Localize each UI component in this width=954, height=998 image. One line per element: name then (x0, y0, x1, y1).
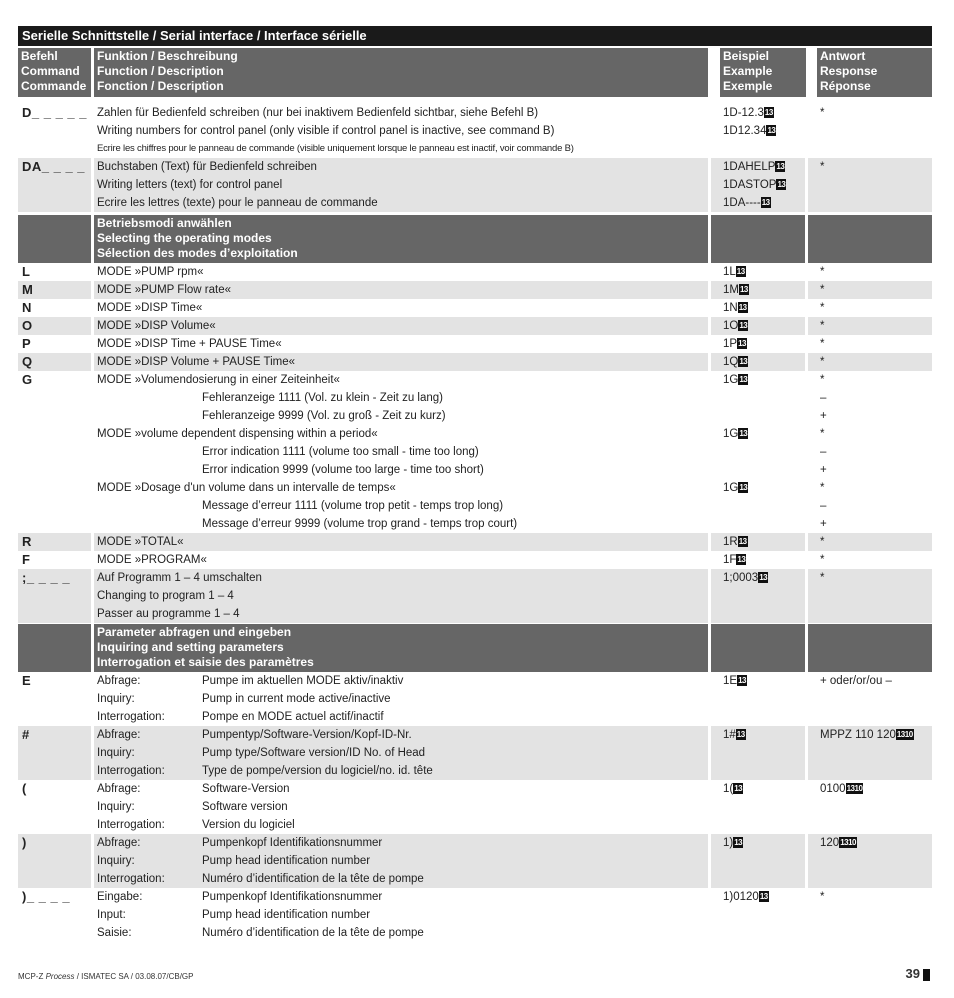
table-row-P (18, 335, 932, 353)
response-minus: – (820, 392, 827, 404)
example (723, 834, 743, 852)
cr-icon: 13 (739, 429, 748, 438)
desc-value: Software-Version (202, 783, 290, 795)
divider (91, 215, 94, 263)
command: M (22, 282, 34, 297)
command: Q (22, 354, 33, 369)
divider (708, 215, 711, 263)
description (97, 569, 707, 623)
desc-key: Interrogation: (97, 711, 165, 723)
response: * (820, 338, 825, 350)
cr-icon: 13 (776, 162, 785, 171)
desc-de: Auf Programm 1 – 4 umschalten (97, 572, 262, 584)
example-3 (723, 194, 786, 212)
cr-icon: 13 (759, 573, 768, 582)
example (723, 888, 769, 906)
table-row-M (18, 281, 932, 299)
example (723, 263, 746, 281)
cr-icon: 13 (739, 285, 748, 294)
desc-de-error-9999: Fehleranzeige 9999 (Vol. zu groß - Zeit zu kurz) (202, 410, 446, 422)
divider (91, 158, 94, 212)
cr-icon: 13 (777, 180, 786, 189)
example (723, 533, 748, 551)
example (723, 299, 748, 317)
table-row-N (18, 299, 932, 317)
desc-en (97, 744, 707, 762)
response-plus: + (820, 518, 827, 530)
desc-de: MODE »Volumendosierung in einer Zeiteinheit« (97, 374, 340, 386)
footer-doc: MCP-Z (18, 972, 44, 981)
table-row-D (18, 104, 932, 158)
desc-value: Pompe en MODE actuel actif/inactif (202, 711, 384, 723)
desc-fr-error-9999: Message d’erreur 9999 (volume trop grand - temps trop court) (202, 518, 518, 530)
divider (91, 353, 94, 371)
table-row-close-paren (18, 834, 932, 888)
example-text: 1P (723, 338, 738, 350)
desc-fr (97, 708, 707, 726)
example (723, 353, 748, 371)
response-plus: + (820, 410, 827, 422)
response: * (820, 107, 825, 119)
desc-en-error-9999: Error indication 9999 (volume too large - time too short) (202, 464, 484, 476)
header-command (18, 48, 91, 97)
response: * (820, 284, 825, 296)
divider (91, 317, 94, 335)
example-text: 1M (723, 284, 739, 296)
desc-fr (97, 870, 707, 888)
header-example (720, 48, 806, 97)
example-text: 1G (723, 374, 739, 386)
description (97, 158, 707, 212)
divider (708, 569, 711, 623)
cr-icon: 13 (739, 321, 748, 330)
desc-value: Pumpe im aktuellen MODE aktiv/inaktiv (202, 675, 404, 687)
example (723, 335, 747, 353)
desc-fr: MODE »Dosage d'un volume dans un intervalle de temps« (97, 482, 396, 494)
section-title-en: Selecting the operating modes (97, 231, 272, 245)
command: L (22, 264, 31, 279)
table-row-program (18, 569, 932, 623)
command: ( (22, 781, 27, 796)
divider (91, 281, 94, 299)
desc-value: Software version (202, 801, 288, 813)
cr-icon: 13 (738, 537, 747, 546)
section-title-de: Parameter abfragen und eingeben (97, 625, 292, 639)
desc-key: Saisie: (97, 927, 132, 939)
example-text: 1( (723, 783, 734, 795)
divider (805, 215, 808, 263)
desc-key: Interrogation: (97, 819, 165, 831)
command: O (22, 318, 33, 333)
cr-icon: 13 (738, 339, 746, 348)
response: * (820, 536, 825, 548)
footer-italic: Process (45, 972, 75, 981)
desc-en: MODE »volume dependent dispensing within a period« (97, 428, 378, 440)
example-text: 1R (723, 536, 738, 548)
command: P (22, 336, 32, 351)
divider (805, 533, 808, 551)
desc-key: Inquiry: (97, 801, 135, 813)
divider (91, 533, 94, 551)
header-response-fr: Réponse (820, 79, 871, 93)
cr-icon: 13 (734, 838, 743, 847)
desc-fr: Ecrire les lettres (texte) pour le panneau de commande (97, 197, 378, 209)
response (820, 780, 863, 798)
table-row-Q (18, 353, 932, 371)
example-text: 1D-12.3 (723, 107, 764, 119)
desc-value: Pumpenkopf Identifikationsnummer (202, 837, 383, 849)
desc-de (97, 672, 707, 690)
footer-rest: / ISMATEC SA / 03.08.07/CB/GP (74, 972, 194, 981)
desc-value: Numéro d’identification de la tête de pompe (202, 873, 424, 885)
response-ok: * (820, 374, 825, 386)
table-row-R (18, 533, 932, 551)
desc-key: Abfrage: (97, 837, 141, 849)
table-title: Serielle Schnittstelle / Serial interface / Interface sérielle (18, 26, 932, 46)
desc-value: Pump type/Software version/ID No. of Head (202, 747, 426, 759)
example-1 (723, 104, 776, 122)
response: * (820, 302, 825, 314)
example-2 (723, 122, 776, 140)
desc-en: Changing to program 1 – 4 (97, 590, 234, 602)
header-example-en: Example (723, 64, 773, 78)
table-row-O (18, 317, 932, 335)
table-row-DA (18, 158, 932, 212)
description (97, 371, 707, 533)
example-text: 1DASTOP (723, 179, 777, 191)
section-operating-modes (18, 215, 932, 263)
description: MODE »PUMP Flow rate« (97, 284, 231, 296)
cr-icon: 13 (767, 126, 776, 135)
divider (91, 726, 94, 780)
desc-fr (97, 924, 707, 942)
page-marker-icon (923, 969, 930, 981)
cr-icon: 13 (761, 198, 770, 207)
header-example-de: Beispiel (723, 49, 770, 63)
desc-de: Buchstaben (Text) für Bedienfeld schreiben (97, 161, 317, 173)
header-response-en: Response (820, 64, 878, 78)
response: * (820, 356, 825, 368)
command: F (22, 552, 31, 567)
section-title-en: Inquiring and setting parameters (97, 640, 284, 654)
cr-icon: 13 (736, 730, 745, 739)
desc-value: Pumpenkopf Identifikationsnummer (202, 891, 383, 903)
desc-en (97, 906, 707, 924)
description: MODE »PUMP rpm« (97, 266, 204, 278)
cr-icon: 13 (734, 784, 743, 793)
example-text: 1E (723, 675, 738, 687)
desc-en-error-1111: Error indication 1111 (volume too small - time too long) (202, 446, 479, 458)
response: * (820, 554, 825, 566)
desc-en: Writing letters (text) for control panel (97, 179, 283, 191)
divider (805, 281, 808, 299)
cr-icon: 13 (739, 357, 748, 366)
footer-doc-ref (18, 972, 193, 981)
divider (91, 834, 94, 888)
divider (708, 158, 711, 212)
example-text: 1F (723, 554, 737, 566)
response-text: 0100 (820, 783, 846, 795)
divider (805, 353, 808, 371)
divider (805, 158, 808, 212)
example (723, 551, 746, 569)
example-text: 1DA---- (723, 197, 761, 209)
command: G (22, 372, 33, 387)
section-title (97, 216, 707, 261)
divider (708, 281, 711, 299)
desc-en (97, 690, 707, 708)
command: ;_ _ _ _ (22, 570, 71, 585)
description (97, 672, 707, 726)
divider (91, 569, 94, 623)
table-row-hash (18, 726, 932, 780)
desc-key: Abfrage: (97, 729, 141, 741)
header-function-fr: Fonction / Description (97, 79, 224, 93)
cr-icon: 13 (738, 303, 747, 312)
desc-key: Abfrage: (97, 783, 141, 795)
response: + oder/or/ou – (820, 675, 892, 687)
command: )_ _ _ _ (22, 889, 71, 904)
response-minus: – (820, 446, 827, 458)
divider (805, 569, 808, 623)
table-row-L (18, 263, 932, 281)
desc-de (97, 780, 707, 798)
divider (708, 834, 711, 888)
description: MODE »DISP Volume« (97, 320, 216, 332)
divider (805, 317, 808, 335)
description: MODE »DISP Time + PAUSE Time« (97, 338, 282, 350)
crlf-icon: 1310 (846, 784, 863, 793)
table-row-G (18, 371, 932, 533)
example-text: 1O (723, 320, 739, 332)
example-en (723, 425, 748, 443)
desc-key: Inquiry: (97, 855, 135, 867)
divider (805, 726, 808, 780)
example (723, 672, 747, 690)
header-command-fr: Commande (21, 79, 87, 93)
example (723, 281, 749, 299)
command: DA_ _ _ _ (22, 159, 86, 174)
divider (91, 624, 94, 672)
example-de (723, 371, 748, 389)
cr-icon: 13 (759, 892, 768, 901)
cr-icon: 13 (737, 555, 746, 564)
desc-de-error-1111: Fehleranzeige 1111 (Vol. zu klein - Zeit zu lang) (202, 392, 443, 404)
crlf-icon: 1310 (840, 838, 856, 847)
header-command-en: Command (21, 64, 80, 78)
header-response-de: Antwort (820, 49, 866, 63)
response: * (820, 266, 825, 278)
response (820, 726, 914, 744)
header-example-fr: Exemple (723, 79, 773, 93)
response-text: 120 (820, 837, 840, 849)
desc-en (97, 798, 707, 816)
desc-value: Version du logiciel (202, 819, 295, 831)
divider (708, 533, 711, 551)
command: ) (22, 835, 27, 850)
example-text: 1D12.34 (723, 125, 767, 137)
example (723, 780, 743, 798)
description (97, 104, 707, 158)
response: * (820, 572, 825, 584)
desc-value: Pump in current mode active/inactive (202, 693, 391, 705)
example-text: 1Q (723, 356, 739, 368)
description: MODE »PROGRAM« (97, 554, 207, 566)
example (723, 371, 748, 497)
section-title-de: Betriebsmodi anwählen (97, 216, 232, 230)
desc-fr (97, 762, 707, 780)
desc-fr-error-1111: Message d’erreur 1111 (volume trop petit - temps trop long) (202, 500, 504, 512)
header-function-en: Function / Description (97, 64, 224, 78)
desc-fr: Passer au programme 1 – 4 (97, 608, 240, 620)
example-1 (723, 158, 786, 176)
divider (708, 726, 711, 780)
example-text: 1;0003 (723, 572, 759, 584)
desc-fr (97, 816, 707, 834)
desc-key: Inquiry: (97, 747, 135, 759)
example (723, 569, 768, 587)
response (820, 834, 857, 852)
response-text: MPPZ 110 120 (820, 729, 896, 741)
desc-de (97, 834, 707, 852)
response-plus: + (820, 464, 827, 476)
cr-icon: 13 (739, 375, 748, 384)
description: MODE »DISP Volume + PAUSE Time« (97, 356, 296, 368)
command: R (22, 534, 32, 549)
divider (805, 624, 808, 672)
divider (708, 624, 711, 672)
spacer (723, 443, 748, 479)
example (723, 317, 748, 335)
response-ok: * (820, 428, 825, 440)
desc-key: Eingabe: (97, 891, 143, 903)
description (97, 834, 707, 888)
example (723, 726, 746, 744)
cr-icon: 13 (736, 267, 745, 276)
desc-value: Pump head identification number (202, 909, 371, 921)
command: E (22, 673, 32, 688)
header-function (94, 48, 708, 97)
divider (708, 353, 711, 371)
section-title-fr: Sélection des modes d’exploitation (97, 246, 298, 260)
crlf-icon: 1310 (896, 730, 913, 739)
section-title-fr: Interrogation et saisie des paramètres (97, 655, 314, 669)
command: D_ _ _ _ _ (22, 105, 87, 120)
description (97, 888, 707, 942)
desc-value: Type de pompe/version du logiciel/no. id. tête (202, 765, 433, 777)
header-function-de: Funktion / Beschreibung (97, 49, 238, 63)
response-ok: * (820, 482, 825, 494)
response-minus: – (820, 500, 827, 512)
example-text: 1) (723, 837, 734, 849)
desc-value: Numéro d’identification de la tête de pompe (202, 927, 424, 939)
desc-key: Inquiry: (97, 693, 135, 705)
desc-key: Input: (97, 909, 126, 921)
table-row-E (18, 672, 932, 726)
example-text: 1N (723, 302, 738, 314)
example-text: 1L (723, 266, 736, 278)
response: * (820, 161, 825, 173)
table-row-open-paren (18, 780, 932, 834)
header-command-de: Befehl (21, 49, 58, 63)
desc-key: Interrogation: (97, 873, 165, 885)
example (723, 104, 776, 140)
response (820, 371, 827, 533)
divider (708, 317, 711, 335)
command: N (22, 300, 32, 315)
cr-icon: 13 (739, 483, 748, 492)
desc-de (97, 726, 707, 744)
desc-de: Zahlen für Bedienfeld schreiben (nur bei inaktivem Bedienfeld sichtbar, siehe Befehl B) (97, 107, 539, 119)
response: * (820, 320, 825, 332)
section-title (97, 625, 707, 670)
desc-value: Pump head identification number (202, 855, 371, 867)
example-text: 1DAHELP (723, 161, 776, 173)
description: MODE »TOTAL« (97, 536, 184, 548)
table-row-F (18, 551, 932, 569)
page-number: 39 (905, 966, 920, 981)
desc-key: Abfrage: (97, 675, 141, 687)
desc-value: Pumpentyp/Software-Version/Kopf-ID-Nr. (202, 729, 412, 741)
table-row-close-paren-set (18, 888, 932, 942)
example-fr (723, 479, 748, 497)
description (97, 780, 707, 834)
description (97, 726, 707, 780)
example-2 (723, 176, 786, 194)
response: * (820, 891, 825, 903)
cr-icon: 13 (738, 676, 746, 685)
command: # (22, 727, 30, 742)
desc-en: Writing numbers for control panel (only visible if control panel is inactive, see command B) (97, 125, 555, 137)
example-text: 1G (723, 428, 739, 440)
spacer (723, 389, 748, 425)
section-parameters (18, 624, 932, 672)
desc-en (97, 852, 707, 870)
divider (805, 834, 808, 888)
example (723, 158, 786, 212)
description: MODE »DISP Time« (97, 302, 203, 314)
desc-de (97, 888, 707, 906)
desc-key: Interrogation: (97, 765, 165, 777)
desc-fr: Ecrire les chiffres pour le panneau de commande (visible uniquement lorsque le panneau est inactif, voir commande B) (97, 143, 574, 154)
cr-icon: 13 (764, 108, 773, 117)
example-text: 1# (723, 729, 736, 741)
example-text: 1G (723, 482, 739, 494)
header-response (817, 48, 932, 97)
example-text: 1)0120 (723, 891, 759, 903)
